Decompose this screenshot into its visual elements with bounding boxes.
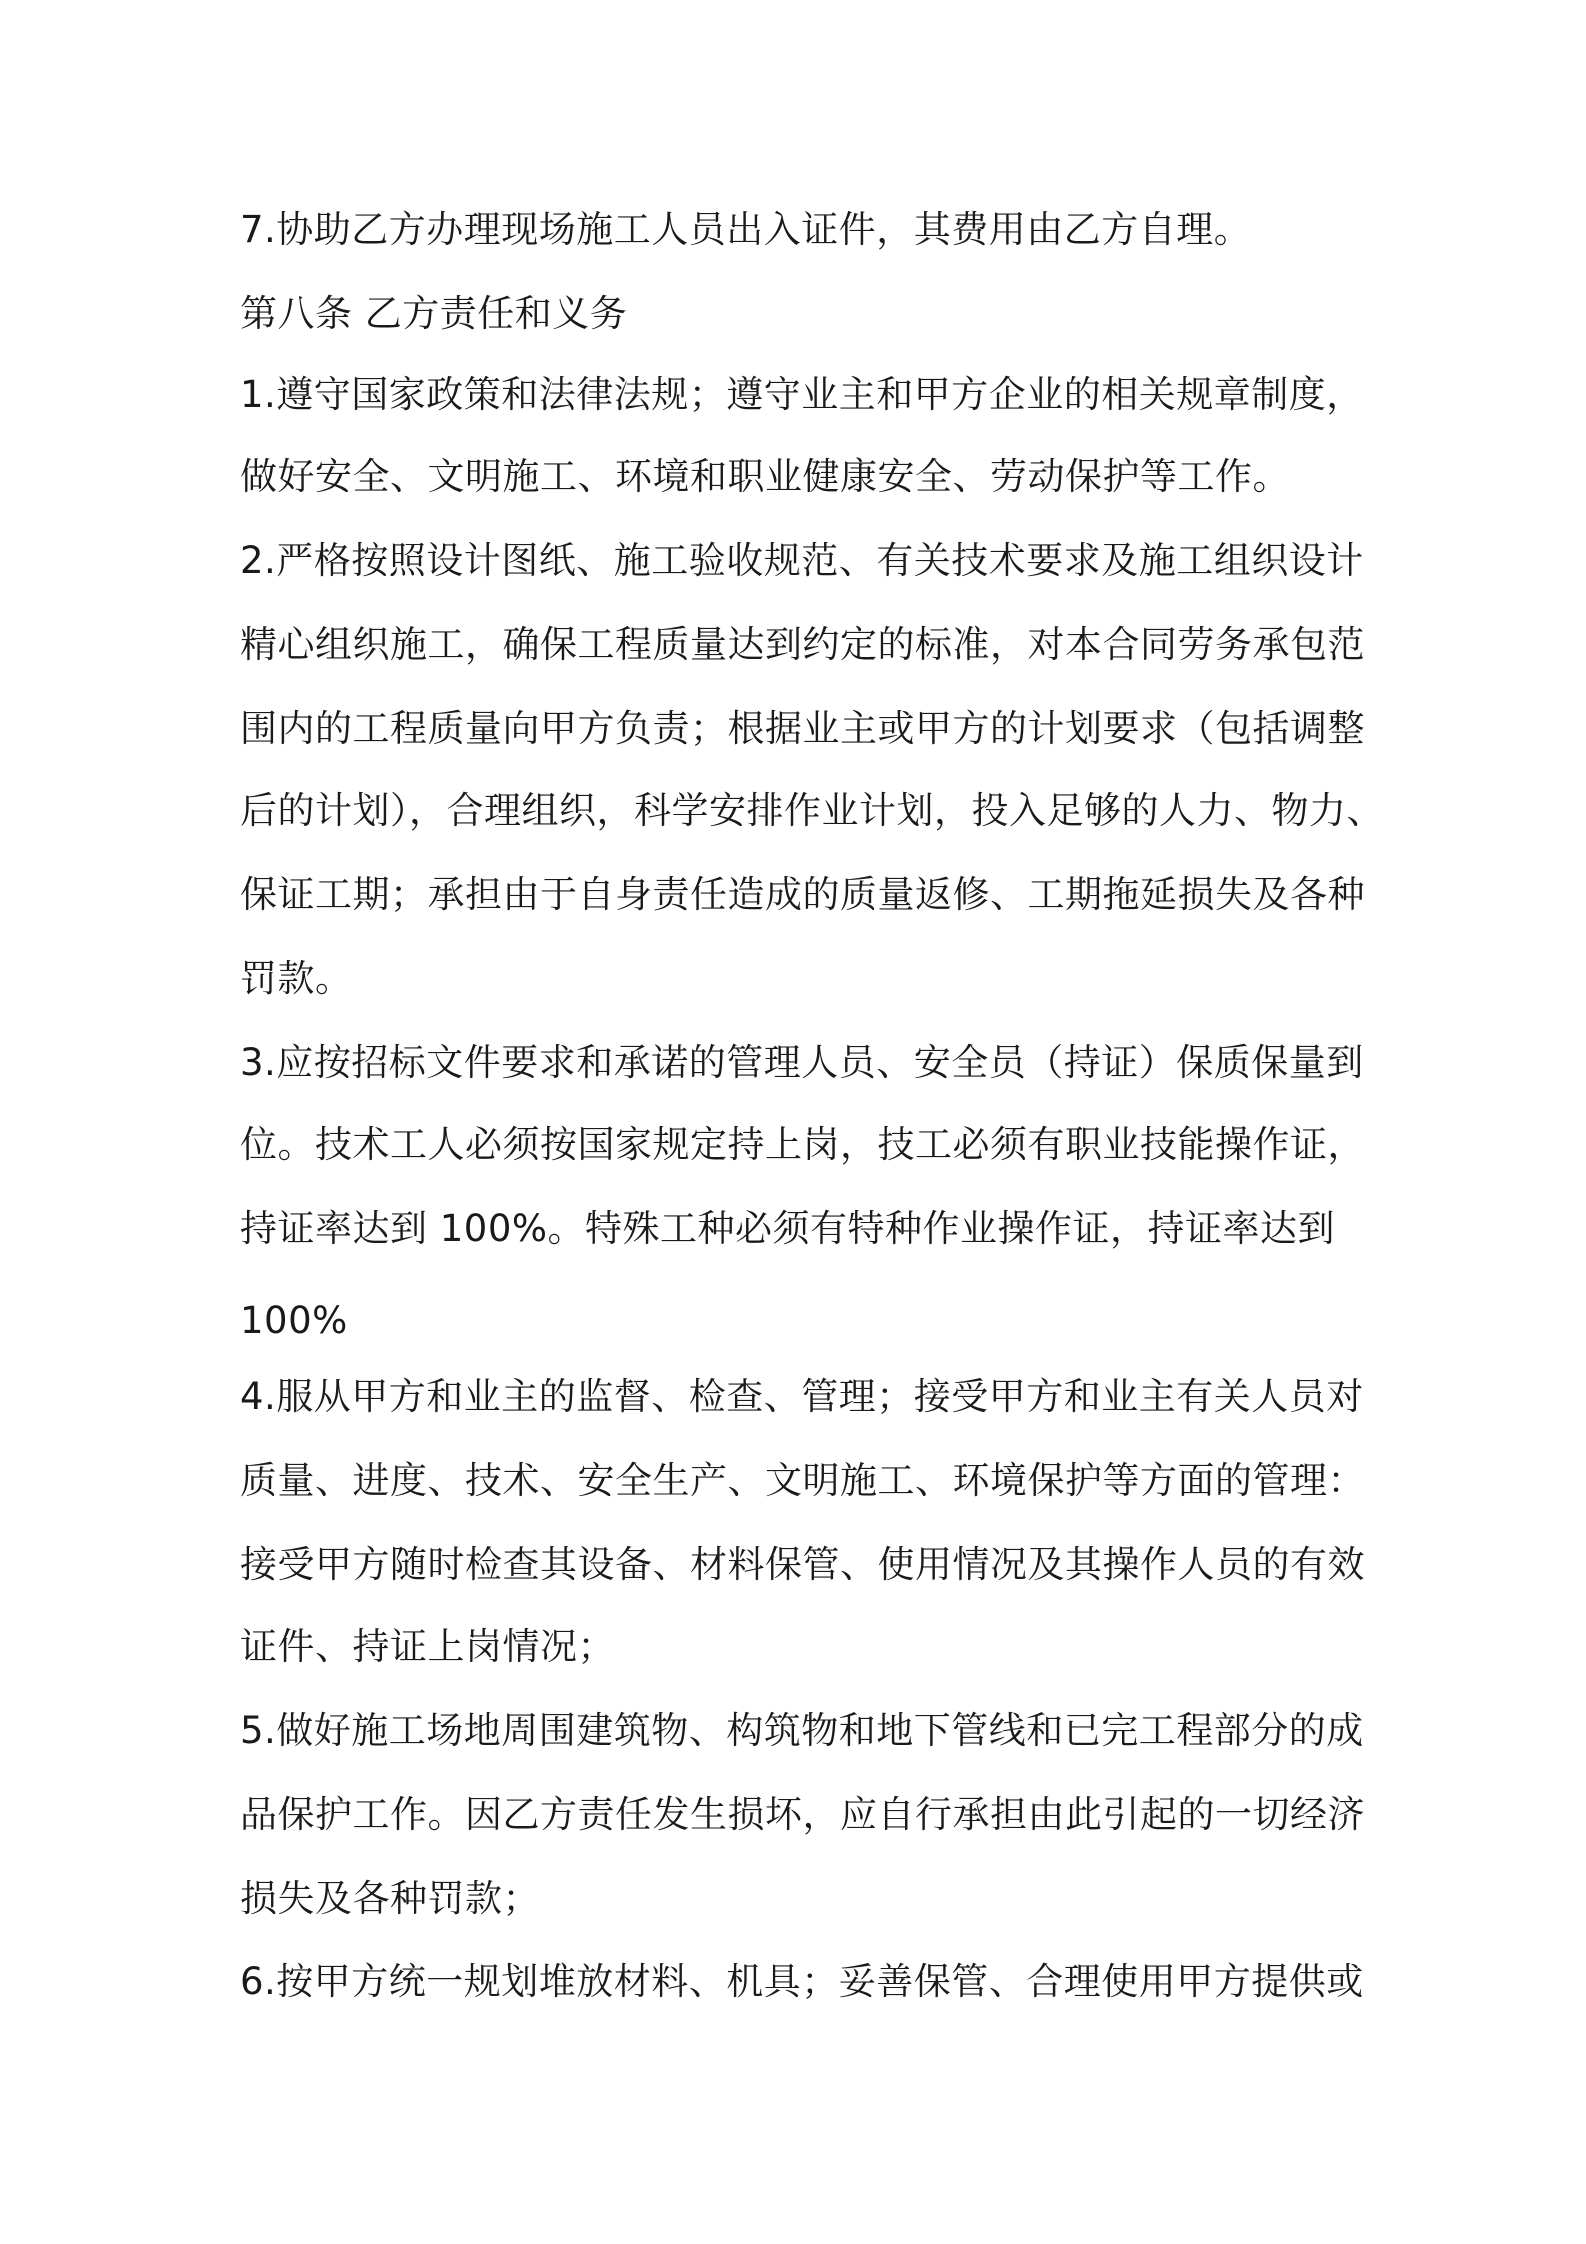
text-line: 精心组织施工，确保工程质量达到约定的标准，对本合同劳务承包范 (240, 623, 1365, 666)
text-line: 证件、持证上岗情况； (240, 1625, 615, 1668)
text-line: 5.做好施工场地周围建筑物、构筑物和地下管线和已完工程部分的成 (240, 1709, 1364, 1752)
text-line: 4.服从甲方和业主的监督、检查、管理；接受甲方和业主有关人员对 (240, 1375, 1364, 1418)
text-line: 3.应按招标文件要求和承诺的管理人员、安全员（持证）保质保量到 (240, 1041, 1364, 1084)
text-line: 做好安全、文明施工、环境和职业健康安全、劳动保护等工作。 (240, 455, 1290, 498)
text-line: 2.严格按照设计图纸、施工验收规范、有关技术要求及施工组织设计 (240, 539, 1364, 582)
text-line: 接受甲方随时检查其设备、材料保管、使用情况及其操作人员的有效 (240, 1543, 1365, 1586)
text-line: 6.按甲方统一规划堆放材料、机具；妥善保管、合理使用甲方提供或 (240, 1960, 1364, 2003)
text-line: 围内的工程质量向甲方负责；根据业主或甲方的计划要求（包括调整 (240, 707, 1365, 750)
text-line: 1.遵守国家政策和法律法规；遵守业主和甲方企业的相关规章制度， (240, 373, 1364, 416)
text-line: 100% (240, 1299, 348, 1342)
text-line: 保证工期；承担由于自身责任造成的质量返修、工期拖延损失及各种 (240, 873, 1365, 916)
text-line: 后的计划），合理组织，科学安排作业计划，投入足够的人力、物力、 (240, 789, 1384, 832)
text-line: 损失及各种罚款； (240, 1877, 540, 1920)
section-heading: 第八条 乙方责任和义务 (240, 292, 628, 335)
text-line: 持证率达到 100%。特殊工种必须有特种作业操作证，持证率达到 (240, 1207, 1336, 1250)
text-line: 位。技术工人必须按国家规定持上岗，技工必须有职业技能操作证， (240, 1123, 1365, 1166)
text-line: 品保护工作。因乙方责任发生损坏，应自行承担由此引起的一切经济 (240, 1793, 1365, 1836)
text-line: 质量、进度、技术、安全生产、文明施工、环境保护等方面的管理： (240, 1459, 1365, 1502)
text-line: 7.协助乙方办理现场施工人员出入证件，其费用由乙方自理。 (240, 208, 1252, 251)
text-line: 罚款。 (240, 957, 353, 1000)
